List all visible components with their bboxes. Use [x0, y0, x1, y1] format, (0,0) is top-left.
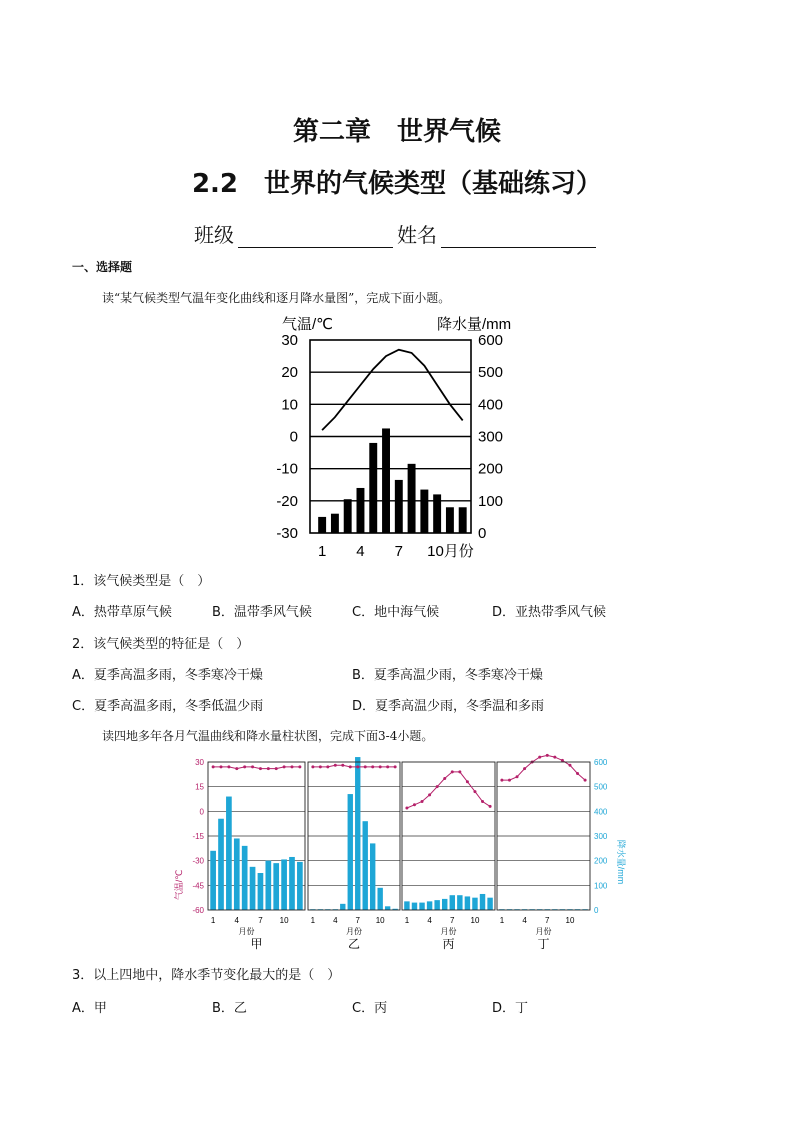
section-title: 2.2 世界的气候类型（基础练习） — [191, 169, 603, 199]
chart2-right-tick: 100 — [594, 881, 608, 891]
chart1-precip-bar — [369, 443, 377, 533]
chart1-precip-bar — [408, 464, 416, 533]
question-3-stem: 3．以上四地中，降水季节变化最大的是（ ） — [72, 968, 341, 983]
chart2-temp-point-丙 — [473, 790, 476, 793]
chart2-x-label: 月份 — [440, 927, 457, 936]
chart2-panel-name: 乙 — [347, 937, 361, 951]
chart2-x-tick: 1 — [499, 916, 505, 925]
chart2-temp-point-乙 — [349, 765, 352, 768]
chart1-precip-bar — [357, 488, 365, 533]
climate-chart-1 — [270, 312, 530, 562]
chart2-x-tick: 4 — [333, 916, 338, 925]
chart2-temp-point-丙 — [436, 785, 439, 788]
chart2-x-tick: 10 — [565, 916, 575, 925]
q2-option-a[interactable]: A．夏季高温多雨，冬季寒冷干燥 — [72, 668, 263, 683]
chart2-x-tick: 10 — [375, 916, 385, 925]
chart1-right-tick: 400 — [478, 396, 504, 414]
chart1-left-tick: -20 — [276, 492, 298, 510]
chart2-x-tick: 4 — [234, 916, 240, 925]
chart2-temp-point-丙 — [451, 770, 454, 773]
chart2-temp-point-丙 — [413, 803, 416, 806]
chart2-temp-point-乙 — [334, 764, 337, 767]
chart1-right-tick: 200 — [478, 460, 504, 478]
chart2-temp-point-甲 — [251, 765, 254, 768]
chart2-temp-point-乙 — [326, 765, 329, 768]
chart2-temp-point-乙 — [356, 765, 359, 768]
chart2-temp-point-丙 — [443, 777, 446, 780]
chart1-left-tick: 10 — [281, 396, 298, 414]
chart1-precip-bar — [344, 499, 352, 533]
chart2-x-tick: 7 — [355, 916, 360, 925]
chart2-precip-bar-丙 — [465, 896, 470, 910]
chart1-right-tick: 100 — [478, 492, 504, 510]
chart2-right-tick: 200 — [594, 856, 608, 866]
chart2-x-tick: 10 — [470, 916, 480, 925]
chart2-precip-bar-甲 — [234, 838, 240, 910]
chart1-precip-bar — [459, 507, 467, 533]
chart1-x-tick: 7 — [394, 543, 403, 560]
chart1-left-tick: 20 — [281, 364, 298, 382]
chart2-temp-point-甲 — [259, 767, 262, 770]
q2-option-b[interactable]: B．夏季高温少雨，冬季寒冷干燥 — [352, 668, 543, 683]
chart2-right-axis-label: 降水量/mm — [616, 839, 626, 885]
chart2-temp-point-乙 — [394, 765, 397, 768]
chart2-temp-point-甲 — [220, 765, 223, 768]
chart1-left-tick: -10 — [276, 460, 298, 478]
chart2-temp-point-丙 — [421, 800, 424, 803]
chart2-precip-bar-乙 — [348, 794, 353, 910]
chart2-temp-point-乙 — [364, 765, 367, 768]
chart2-temp-line-丁 — [502, 755, 585, 780]
chart2-temp-point-甲 — [275, 767, 278, 770]
chart2-temp-line-丙 — [407, 772, 490, 808]
chart2-left-tick: -60 — [192, 906, 204, 915]
chart2-temp-point-甲 — [267, 767, 270, 770]
chart2-precip-bar-丙 — [442, 899, 447, 910]
chart2-precip-bar-乙 — [340, 904, 345, 910]
chart1-precip-bar — [318, 517, 326, 533]
chart2-x-tick: 7 — [545, 916, 550, 925]
q2-option-c[interactable]: C．夏季高温多雨，冬季低温少雨 — [72, 699, 264, 714]
chart2-temp-point-乙 — [319, 765, 322, 768]
q1-option-a[interactable]: A．热带草原气候 — [72, 605, 172, 620]
chart2-temp-point-丁 — [584, 779, 587, 782]
name-blank[interactable] — [441, 225, 596, 248]
chart2-right-tick: 400 — [594, 807, 608, 817]
chart2-temp-point-甲 — [243, 765, 246, 768]
chart2-temp-point-丁 — [553, 756, 556, 759]
chart1-x-tick: 4 — [356, 543, 365, 560]
chart2-precip-bar-丙 — [434, 900, 439, 910]
chart2-temp-point-甲 — [298, 765, 301, 768]
chart2-precip-bar-丙 — [419, 903, 424, 910]
climate-chart-2 — [170, 750, 626, 955]
chart2-temp-point-乙 — [371, 765, 374, 768]
chart1-temperature-line — [322, 350, 463, 430]
chart2-temp-point-丙 — [466, 780, 469, 783]
chart2-precip-bar-甲 — [281, 859, 287, 910]
q3-option-d[interactable]: D．丁 — [492, 1001, 529, 1016]
chart2-temp-point-丁 — [561, 759, 564, 762]
chart2-temp-line-乙 — [313, 765, 395, 767]
chart2-precip-bar-乙 — [377, 888, 382, 910]
chart1-left-axis-label: 气温/℃ — [282, 316, 334, 333]
chart2-temp-point-丁 — [546, 754, 549, 757]
chart2-temp-point-丙 — [428, 793, 431, 796]
chart2-x-tick: 1 — [210, 916, 216, 925]
chart2-temp-point-甲 — [235, 767, 238, 770]
chart2-temp-point-丁 — [508, 779, 511, 782]
chart2-temp-point-丙 — [481, 800, 484, 803]
chart1-right-tick: 600 — [478, 332, 504, 349]
chart2-precip-bar-甲 — [258, 873, 264, 910]
chart2-x-tick: 4 — [522, 916, 527, 925]
name-label: 姓名 — [397, 223, 437, 247]
chart2-temp-point-丙 — [458, 770, 461, 773]
chart1-right-tick: 500 — [478, 364, 504, 382]
chart2-panel-name: 丁 — [537, 937, 550, 951]
chart2-precip-bar-乙 — [355, 757, 360, 910]
class-label: 班级 — [194, 223, 234, 247]
chart2-precip-bar-丙 — [457, 895, 462, 910]
chart2-temp-point-甲 — [212, 765, 215, 768]
chart2-temp-point-丙 — [489, 805, 492, 808]
chart2-temp-point-甲 — [290, 765, 293, 768]
chart2-right-tick: 600 — [594, 758, 608, 767]
chart2-left-tick: 30 — [195, 758, 204, 767]
intro-text-2: 读四地多年各月气温曲线和降水量柱状图，完成下面3-4小题。 — [102, 729, 434, 743]
chart2-x-tick: 1 — [404, 916, 410, 925]
q1-option-b[interactable]: B．温带季风气候 — [212, 605, 312, 620]
chart2-right-tick: 300 — [594, 832, 608, 841]
chart2-temp-point-丙 — [405, 807, 408, 810]
q2-option-d[interactable]: D．夏季高温少雨，冬季温和多雨 — [352, 699, 545, 714]
chart1-left-tick: 0 — [289, 428, 298, 446]
chart2-precip-bar-乙 — [363, 821, 368, 910]
chart2-precip-bar-丙 — [487, 898, 492, 910]
question-1-stem: 1．该气候类型是（ ） — [72, 574, 211, 589]
chart2-temp-point-甲 — [283, 765, 286, 768]
chart1-precip-bar — [395, 480, 403, 533]
chart2-temp-point-乙 — [311, 765, 314, 768]
chart2-precip-bar-丙 — [450, 895, 455, 910]
intro-text-1: 读“某气候类型气温年变化曲线和逐月降水量图”，完成下面小题。 — [102, 291, 451, 305]
chart2-precip-bar-甲 — [265, 861, 271, 910]
chart2-x-label: 月份 — [346, 927, 362, 936]
chart2-precip-bar-丙 — [404, 901, 409, 910]
class-blank[interactable] — [238, 225, 393, 248]
chart1-x-tick: 10月份 — [427, 543, 474, 560]
section-heading: 一、选择题 — [72, 260, 133, 274]
chart2-left-tick: -45 — [192, 881, 204, 891]
chart2-precip-bar-丙 — [412, 903, 417, 910]
chart2-precip-bar-丙 — [480, 894, 485, 910]
chart2-x-tick: 7 — [450, 916, 455, 925]
chart2-left-axis-label: 气温/℃ — [174, 869, 184, 901]
chart2-precip-bar-甲 — [210, 851, 216, 910]
chart2-x-label: 月份 — [535, 927, 552, 936]
chart2-temp-point-丁 — [568, 764, 571, 767]
chart2-left-tick: 15 — [195, 782, 204, 792]
chart2-precip-bar-甲 — [273, 863, 279, 910]
chart2-temp-point-丁 — [500, 779, 503, 782]
chart2-panel-name: 丙 — [442, 937, 455, 951]
q3-option-b[interactable]: B．乙 — [212, 1001, 247, 1016]
question-2-stem: 2．该气候类型的特征是（ ） — [72, 637, 250, 652]
chart2-left-tick: -30 — [192, 856, 204, 866]
chart2-temp-point-丁 — [538, 756, 541, 759]
chart2-precip-bar-丙 — [427, 901, 432, 910]
chart2-temp-point-丁 — [516, 775, 519, 778]
chart2-precip-bar-甲 — [218, 819, 224, 910]
chart1-right-axis-label: 降水量/mm — [437, 316, 512, 333]
chart1-precip-bar — [446, 507, 454, 533]
class-name-line — [0, 219, 794, 248]
chart2-precip-bar-甲 — [250, 867, 256, 910]
q3-option-c[interactable]: C．丙 — [352, 1001, 388, 1016]
chart2-precip-bar-甲 — [242, 846, 248, 910]
chart1-left-tick: -30 — [276, 525, 298, 542]
chart2-precip-bar-甲 — [297, 862, 303, 910]
chart2-x-tick: 1 — [310, 916, 316, 925]
chart2-temp-line-甲 — [213, 767, 300, 769]
chart2-temp-point-丁 — [576, 772, 579, 775]
chart2-left-tick: 0 — [199, 807, 204, 817]
chart2-precip-bar-乙 — [385, 906, 390, 910]
chart2-precip-bar-丙 — [472, 898, 477, 910]
chart2-temp-point-甲 — [227, 765, 230, 768]
chart2-temp-point-乙 — [386, 765, 389, 768]
chart2-temp-point-乙 — [379, 765, 382, 768]
q1-option-d[interactable]: D．亚热带季风气候 — [492, 605, 607, 620]
chart2-left-tick: -15 — [192, 832, 204, 841]
chart2-precip-bar-甲 — [226, 797, 232, 910]
chart1-precip-bar — [420, 490, 428, 533]
chart2-precip-bar-乙 — [370, 843, 375, 910]
chart2-x-tick: 4 — [427, 916, 432, 925]
chart1-right-tick: 0 — [478, 525, 487, 542]
chart2-temp-point-乙 — [341, 764, 344, 767]
chart2-right-tick: 500 — [594, 782, 608, 792]
chart2-right-tick: 0 — [594, 906, 599, 915]
chart2-x-tick: 7 — [258, 916, 263, 925]
chart2-panel-name: 甲 — [250, 937, 263, 951]
chart1-precip-bar — [382, 428, 390, 533]
q1-option-c[interactable]: C．地中海气候 — [352, 605, 440, 620]
chart1-left-tick: 30 — [281, 332, 298, 349]
chart1-x-tick: 1 — [317, 543, 327, 560]
chart2-x-tick: 10 — [279, 916, 289, 925]
chart2-x-label: 月份 — [238, 927, 255, 936]
chart1-precip-bar — [433, 494, 441, 533]
chart2-precip-bar-甲 — [289, 857, 295, 910]
chart2-temp-point-丁 — [523, 767, 526, 770]
chart1-right-tick: 300 — [478, 428, 504, 446]
chart1-precip-bar — [331, 514, 339, 533]
q3-option-a[interactable]: A．甲 — [72, 1001, 107, 1016]
chapter-title: 第二章 世界气候 — [292, 117, 501, 147]
